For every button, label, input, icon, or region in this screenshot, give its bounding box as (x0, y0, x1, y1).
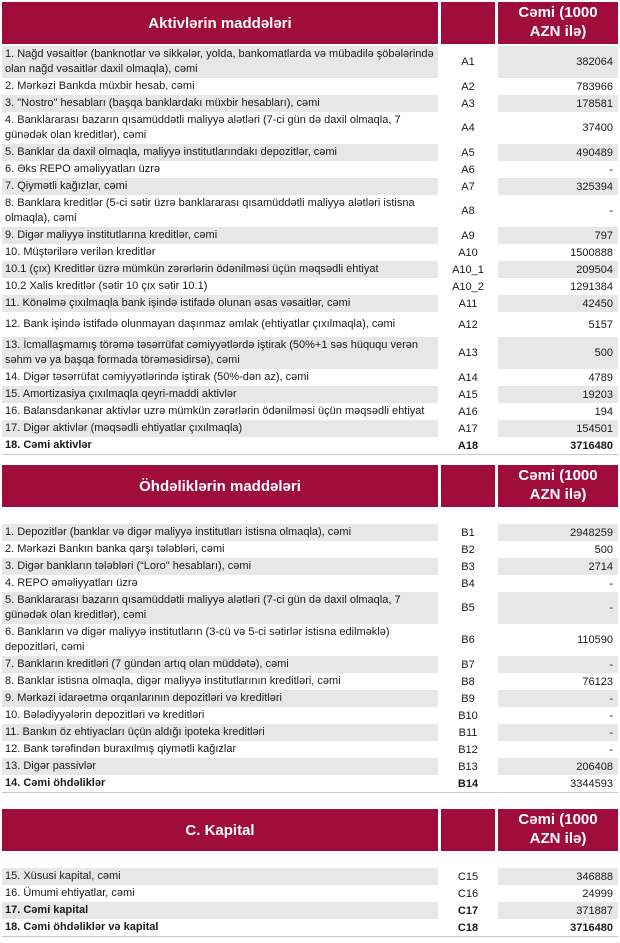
table-row (2, 868, 618, 885)
table-row (2, 524, 618, 541)
row-value: - (498, 690, 618, 707)
row-value: 371887 (498, 902, 618, 919)
row-code: A11 (438, 295, 498, 312)
table-row (2, 707, 618, 724)
row-label: 11. Könəlmə çıxılmaqla bank işində istifadə olunan əsas vəsaitlər, cəmi (2, 295, 438, 312)
row-label: 15. Xüsusi kapital, cəmi (2, 868, 438, 885)
row-code: B1 (438, 524, 498, 541)
table-row (2, 195, 618, 227)
row-value: 500 (498, 337, 618, 369)
table-row (2, 369, 618, 386)
row-value: 797 (498, 227, 618, 244)
row-value: 2948259 (498, 524, 618, 541)
row-value: 325394 (498, 178, 618, 195)
row-code: B8 (438, 673, 498, 690)
row-code: A15 (438, 386, 498, 403)
row-label: 13. İcmallaşmamış törəmə təsərrüfat cəmiyyətlərdə iştirak (50%+1 səs hüququ verən səhm və ya başqa formada törəməsidirsə), cəmi (2, 337, 438, 369)
table-row (2, 161, 618, 178)
row-code: A18 (438, 437, 498, 454)
row-label: 1. Nağd vəsaitlər (banknotlar və sikkələr, yolda, bankomatlarda və mübadilə şöbələrində olan nağd vəsaitlər daxil olmaqla), cəmi (2, 46, 438, 78)
table-row (2, 592, 618, 624)
section-header (2, 465, 618, 507)
row-value: - (498, 656, 618, 673)
table-row (2, 403, 618, 420)
row-code: B13 (438, 758, 498, 775)
table-row (2, 295, 618, 312)
unit-header: Cəmi (1000 AZN ilə) (498, 809, 618, 851)
row-value: 1500888 (498, 244, 618, 261)
row-label: 3. Digər bankların tələbləri (“Loro" hesabları), cəmi (2, 558, 438, 575)
row-value: 490489 (498, 144, 618, 161)
row-label: 9. Mərkəzi idarəetmə orqanlarının depozitləri və kreditləri (2, 690, 438, 707)
table-row (2, 95, 618, 112)
row-label: 16. Balansdankənar aktivlər uzrə mümkün zərərlərin ödənilməsi üçün məqsədli ehtiyat (2, 403, 438, 420)
table-row (2, 46, 618, 78)
row-label: 10.1 (çıx) Kreditlər üzrə mümkün zərərlərin ödənilməsi üçün məqsədli ehtiyat (2, 261, 438, 278)
unit-header: Cəmi (1000 AZN ilə) (498, 2, 618, 44)
section-assets (2, 2, 618, 455)
row-code: A14 (438, 369, 498, 386)
row-label: 4. Banklararası bazarın qısamüddətli maliyyə alətləri (7-ci gün də daxil olmaqla, 7 günədək olan kreditlər), cəmi (2, 112, 438, 144)
row-code: B2 (438, 541, 498, 558)
table-row (2, 902, 618, 919)
table-row (2, 144, 618, 161)
section-capital (2, 809, 618, 937)
section-header-code-cell (438, 809, 498, 851)
unit-header: Cəmi (1000 AZN ilə) (498, 465, 618, 507)
section-rows (2, 868, 618, 937)
header-spacer (2, 509, 618, 524)
row-code: B6 (438, 624, 498, 656)
row-label: 16. Ümumi ehtiyatlar, cəmi (2, 885, 438, 902)
row-code: B7 (438, 656, 498, 673)
section-title: C. Kapital (2, 809, 438, 851)
row-code: C15 (438, 868, 498, 885)
row-label: 14. Digər təsərrüfat cəmiyyətlərində iştirak (50%-dən az), cəmi (2, 369, 438, 386)
row-label: 6. Bankların və digər maliyyə institutların (3-cü və 5-ci sətirlər istisna edilməklə) depozitləri, cəmi (2, 624, 438, 656)
section-header-code-cell (438, 465, 498, 507)
row-label: 10. Bələdiyyələrin depozitləri və kreditləri (2, 707, 438, 724)
row-value: 178581 (498, 95, 618, 112)
row-code: A10_2 (438, 278, 498, 295)
table-row (2, 386, 618, 403)
row-label: 7. Qiymətli kağızlar, cəmi (2, 178, 438, 195)
row-label: 5. Banklararası bazarın qısamüddətli maliyyə alətləri (7-ci gün də daxil olmaqla, 7 günədək olan kreditlər), cəmi (2, 592, 438, 624)
table-row (2, 885, 618, 902)
row-value: 24999 (498, 885, 618, 902)
row-code: A10 (438, 244, 498, 261)
table-row (2, 78, 618, 95)
row-value: - (498, 741, 618, 758)
table-row (2, 261, 618, 278)
table-row (2, 919, 618, 936)
table-row (2, 420, 618, 437)
table-row (2, 724, 618, 741)
row-value: 3716480 (498, 437, 618, 454)
row-code: A1 (438, 46, 498, 78)
row-code: B9 (438, 690, 498, 707)
row-code: C16 (438, 885, 498, 902)
row-value: 500 (498, 541, 618, 558)
row-label: 12. Bank tərəfindən buraxılmış qiymətli kağızlar (2, 741, 438, 758)
row-value: 37400 (498, 112, 618, 144)
row-value: 5157 (498, 312, 618, 337)
header-spacer (2, 853, 618, 868)
row-value: - (498, 592, 618, 624)
table-row (2, 690, 618, 707)
row-code: A3 (438, 95, 498, 112)
row-code: B11 (438, 724, 498, 741)
row-value: 1291384 (498, 278, 618, 295)
table-row (2, 312, 618, 337)
section-title: Öhdəliklərin maddələri (2, 465, 438, 507)
row-label: 18. Cəmi aktivlər (2, 437, 438, 454)
table-row (2, 112, 618, 144)
row-label: 17. Cəmi kapital (2, 902, 438, 919)
row-value: 110590 (498, 624, 618, 656)
row-value: 76123 (498, 673, 618, 690)
table-row (2, 575, 618, 592)
table-row (2, 558, 618, 575)
row-value: - (498, 707, 618, 724)
row-code: A9 (438, 227, 498, 244)
row-code: A16 (438, 403, 498, 420)
row-code: A10_1 (438, 261, 498, 278)
section-header-code-cell (438, 2, 498, 44)
row-value: 3344593 (498, 775, 618, 792)
table-row (2, 244, 618, 261)
table-row (2, 227, 618, 244)
row-label: 8. Banklar istisna olmaqla, digər maliyyə institutlarının kreditləri, cəmi (2, 673, 438, 690)
row-label: 13. Digər passivlər (2, 758, 438, 775)
section-liabilities (2, 465, 618, 793)
row-code: A4 (438, 112, 498, 144)
row-code: B10 (438, 707, 498, 724)
row-code: A13 (438, 337, 498, 369)
row-label: 7. Bankların kreditləri (7 gündən artıq olan müddətə), cəmi (2, 656, 438, 673)
row-code: A7 (438, 178, 498, 195)
table-row (2, 337, 618, 369)
section-rows (2, 46, 618, 455)
row-code: C17 (438, 902, 498, 919)
table-row (2, 758, 618, 775)
row-label: 17. Digər aktivlər (məqsədli ehtiyatlar çıxılmaqla) (2, 420, 438, 437)
row-value: 3716480 (498, 919, 618, 936)
row-label: 5. Banklar da daxil olmaqla, maliyyə institutlarındakı depozitlər, cəmi (2, 144, 438, 161)
row-value: - (498, 575, 618, 592)
row-code: A2 (438, 78, 498, 95)
row-label: 18. Cəmi öhdəliklər və kapital (2, 919, 438, 936)
table-row (2, 775, 618, 792)
row-value: 4789 (498, 369, 618, 386)
row-label: 8. Banklara kreditlər (5-ci sətir üzrə banklararası qısamüddətli maliyyə alətləri istisna olmaqla), cəmi (2, 195, 438, 227)
row-value: 154501 (498, 420, 618, 437)
row-label: 14. Cəmi öhdəliklər (2, 775, 438, 792)
section-header (2, 2, 618, 44)
row-value: 42450 (498, 295, 618, 312)
table-row (2, 741, 618, 758)
row-label: 2. Mərkəzi Bankın banka qarşı tələbləri, cəmi (2, 541, 438, 558)
section-header (2, 809, 618, 851)
row-value: - (498, 195, 618, 227)
row-value: - (498, 724, 618, 741)
row-code: A8 (438, 195, 498, 227)
table-row (2, 656, 618, 673)
row-label: 10.2 Xalis kreditlər (sətir 10 çıx sətir 10.1) (2, 278, 438, 295)
row-label: 12. Bank işində istifadə olunmayan daşınmaz əmlak (ehtiyatlar çıxılmaqla), cəmi (2, 312, 438, 337)
table-row (2, 673, 618, 690)
row-value: 346888 (498, 868, 618, 885)
row-code: C18 (438, 919, 498, 936)
row-value: - (498, 161, 618, 178)
row-label: 1. Depozitlər (banklar və digər maliyyə institutları istisna olmaqla), cəmi (2, 524, 438, 541)
table-row (2, 541, 618, 558)
row-value: 2714 (498, 558, 618, 575)
table-row (2, 178, 618, 195)
row-label: 4. REPO əməliyyatları üzrə (2, 575, 438, 592)
row-value: 194 (498, 403, 618, 420)
row-code: B3 (438, 558, 498, 575)
row-code: A6 (438, 161, 498, 178)
row-value: 209504 (498, 261, 618, 278)
row-label: 11. Bankın öz ehtiyacları üçün aldığı ipoteka kreditləri (2, 724, 438, 741)
row-label: 9. Digər maliyyə institutlarına kreditlər, cəmi (2, 227, 438, 244)
row-label: 15. Amortizasiya çıxılmaqla qeyri-maddi aktivlər (2, 386, 438, 403)
row-code: B14 (438, 775, 498, 792)
row-code: B5 (438, 592, 498, 624)
row-label: 10. Müştərilərə verilən kreditlər (2, 244, 438, 261)
row-code: A17 (438, 420, 498, 437)
table-row (2, 278, 618, 295)
row-label: 6. Əks REPO əməliyyatları üzrə (2, 161, 438, 178)
row-value: 382064 (498, 46, 618, 78)
row-code: B4 (438, 575, 498, 592)
section-rows (2, 524, 618, 793)
row-label: 3. "Nostro" hesabları (başqa banklardakı müxbir hesabları), cəmi (2, 95, 438, 112)
row-code: B12 (438, 741, 498, 758)
row-value: 206408 (498, 758, 618, 775)
section-title: Aktivlərin maddələri (2, 2, 438, 44)
row-label: 2. Mərkəzi Bankda müxbir hesab, cəmi (2, 78, 438, 95)
row-code: A12 (438, 312, 498, 337)
row-value: 19203 (498, 386, 618, 403)
row-value: 783966 (498, 78, 618, 95)
table-row (2, 437, 618, 454)
row-code: A5 (438, 144, 498, 161)
table-row (2, 624, 618, 656)
